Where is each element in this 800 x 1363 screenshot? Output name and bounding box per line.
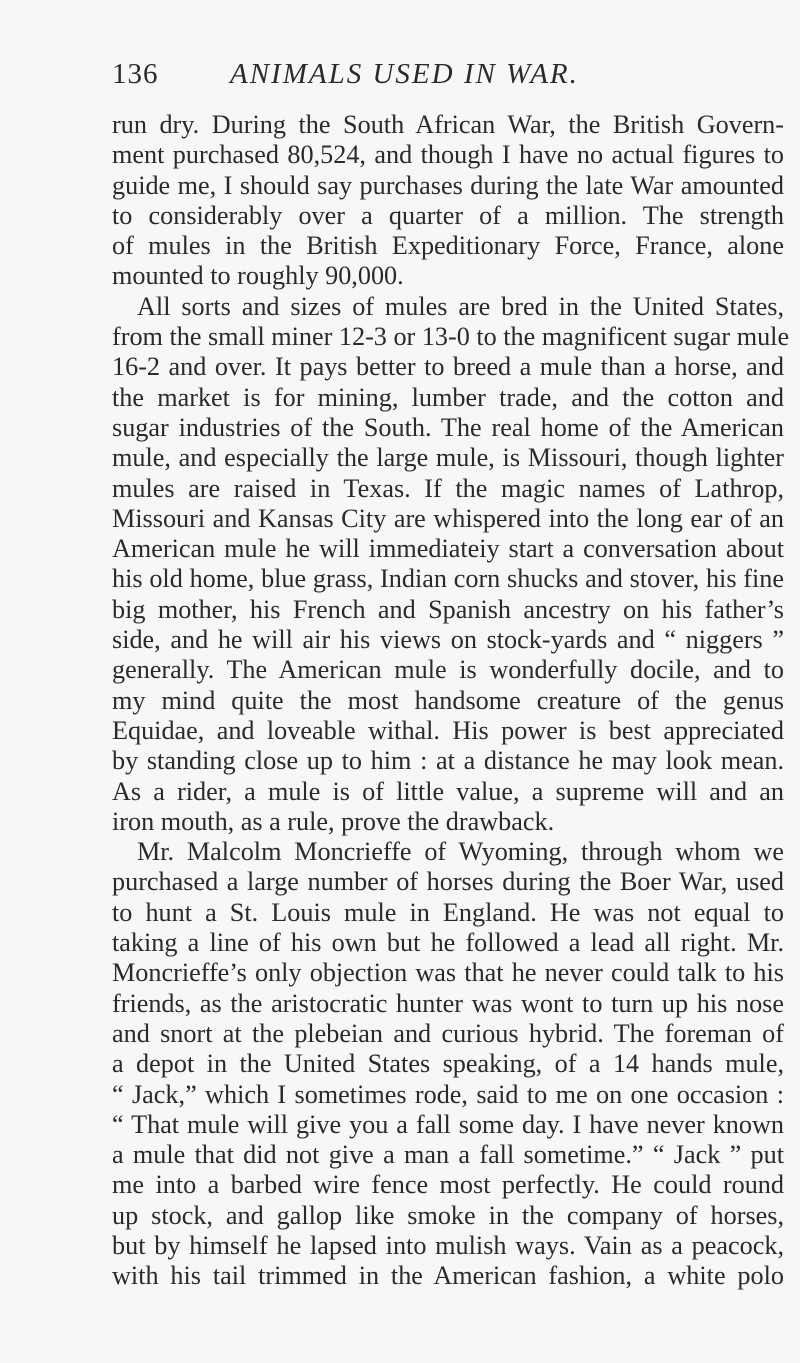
text-line: with his tail trimmed in the American fashion, a white polo [112,1261,784,1291]
text-line: big mother, his French and Spanish ancestry on his father’s [112,594,784,624]
text-line: American mule he will immediateiy start a conversation about [112,534,784,564]
text-line: iron mouth, as a rule, prove the drawback. [112,806,555,836]
text-line: “ Jack,” which I sometimes rode, said to me on one occasion : [112,1079,784,1109]
text-line: but by himself he lapsed into mulish ways. Vain as a peacock, [112,1230,784,1260]
text-line: taking a line of his own but he followed a lead all right. Mr. [112,928,784,958]
text-line: guide me, I should say purchases during the late War amounted [112,170,784,200]
text-line: 16-2 and over. It pays better to breed a mule than a horse, and [112,352,784,382]
text-line: from the small miner 12-3 or 13-0 to the magnificent sugar mule [112,322,790,352]
text-line: the market is for mining, lumber trade, and the cotton and [112,382,784,412]
text-line: “ That mule will give you a fall some day. I have never known [112,1109,784,1139]
text-line: Mr. Malcolm Moncrieffe of Wyoming, through whom we [137,837,784,867]
text-line: ment purchased 80,524, and though I have no actual figures to [112,140,784,170]
text-line: Missouri and Kansas City are whispered into the long ear of an [112,503,784,533]
text-line: of mules in the British Expeditionary Force, France, alone [112,231,784,261]
text-line: mounted to roughly 90,000. [112,261,404,291]
text-line: generally. The American mule is wonderfully docile, and to [112,655,784,685]
text-line: by standing close up to him : at a distance he may look mean. [112,746,784,776]
text-line: to hunt a St. Louis mule in England. He was not equal to [112,897,784,927]
text-line: mule, and especially the large mule, is Missouri, though lighter [112,443,784,473]
running-head [112,58,780,98]
text-line: friends, as the aristocratic hunter was wont to turn up his nose [112,988,784,1018]
text-line: Moncrieffe’s only objection was that he never could talk to his [112,958,784,988]
text-line: a depot in the United States speaking, of a 14 hands mule, [112,1049,784,1079]
page-number: 136 [112,58,159,90]
text-line: sugar industries of the South. The real home of the American [112,412,784,442]
text-line: up stock, and gallop like smoke in the company of horses, [112,1200,784,1230]
text-line: As a rider, a mule is of little value, a supreme will and an [112,776,784,806]
text-line: me into a barbed wire fence most perfectly. He could round [112,1170,784,1200]
body-text [112,110,790,1292]
text-line: purchased a large number of horses during the Boer War, used [112,867,784,897]
text-line: Equidae, and loveable withal. His power is best appreciated [112,715,784,745]
running-title: ANIMALS USED IN WAR. [230,58,579,90]
text-line: mules are raised in Texas. If the magic names of Lathrop, [112,473,784,503]
text-line: his old home, blue grass, Indian corn shucks and stover, his fine [112,564,784,594]
text-line: run dry. During the South African War, the British Govern- [112,110,784,139]
text-line: All sorts and sizes of mules are bred in the United States, [137,291,784,321]
text-line: a mule that did not give a man a fall sometime.” “ Jack ” put [112,1140,784,1170]
text-line: to considerably over a quarter of a million. The strength [112,200,784,230]
text-line: my mind quite the most handsome creature of the genus [112,685,784,715]
text-line: and snort at the plebeian and curious hybrid. The foreman of [112,1018,784,1048]
text-line: side, and he will air his views on stock-yards and “ niggers ” [112,625,784,655]
